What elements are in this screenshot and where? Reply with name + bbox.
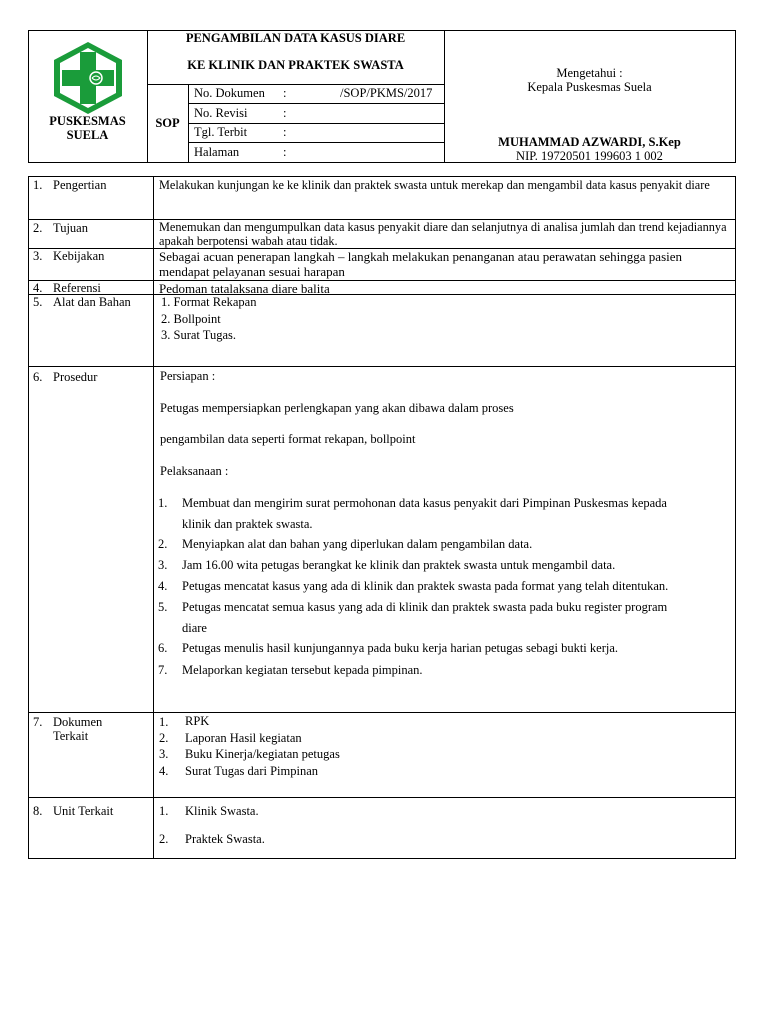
list-number: 4. [159, 764, 169, 778]
pelaksanaan-title: Pelaksanaan : [160, 464, 229, 478]
section-label-referensi: Referensi [53, 281, 101, 295]
step-text: diare [182, 621, 207, 635]
step-text: Jam 16.00 wita petugas berangkat ke klinik dan praktek swasta untuk mengambil data. [182, 558, 616, 572]
persiapan-line: pengambilan data seperti format rekapan, bollpoint [160, 432, 416, 446]
step-number: 6. [158, 641, 168, 655]
doc-type-label: SOP [155, 116, 180, 130]
section-text-referensi: Pedoman tatalaksana diare balita [159, 281, 330, 296]
meta-label-no-dokumen: No. Dokumen [194, 86, 265, 100]
list-item: Surat Tugas dari Pimpinan [185, 764, 318, 778]
list-number: 1. [159, 715, 169, 729]
step-text: Membuat dan mengirim surat permohonan data kasus penyakit dari Pimpinan Puskesmas kepada [182, 496, 667, 510]
meta-value-no-dokumen: /SOP/PKMS/2017 [340, 86, 433, 100]
section-label-unit-terkait: Unit Terkait [53, 804, 114, 818]
step-text: Petugas mencatat kasus yang ada di klinik dan praktek swasta pada format yang telah ditentukan. [182, 579, 669, 593]
list-item: Laporan Hasil kegiatan [185, 731, 302, 745]
meta-sep: : [283, 106, 287, 120]
list-item: 1. Format Rekapan [161, 295, 257, 309]
section-number: 2. [33, 221, 43, 235]
section-label-tujuan: Tujuan [53, 221, 88, 235]
org-name-line2: SUELA [66, 128, 109, 142]
section-number: 3. [33, 249, 43, 263]
list-item: RPK [185, 714, 210, 728]
list-number: 3. [159, 747, 169, 761]
step-number: 7. [158, 663, 168, 677]
step-text: Melaporkan kegiatan tersebut kepada pimpinan. [182, 663, 423, 677]
section-label-terkait: Terkait [53, 729, 89, 743]
meta-label-halaman: Halaman [194, 145, 240, 159]
section-number: 8. [33, 804, 43, 818]
meta-label-tgl-terbit: Tgl. Terbit [194, 125, 248, 139]
meta-label-no-revisi: No. Revisi [194, 106, 248, 120]
list-item: Buku Kinerja/kegiatan petugas [185, 747, 340, 761]
section-number: 5. [33, 295, 43, 309]
meta-sep: : [283, 145, 287, 159]
step-text: Petugas mencatat semua kasus yang ada di klinik dan praktek swasta pada buku register program [182, 600, 668, 614]
section-number: 4. [33, 281, 43, 295]
approval-role: Kepala Puskesmas Suela [527, 80, 652, 94]
document-title-line1: PENGAMBILAN DATA KASUS DIARE [185, 31, 406, 45]
list-number: 1. [159, 804, 169, 818]
list-number: 2. [159, 832, 169, 846]
step-number: 1. [158, 496, 168, 510]
puskesmas-logo-icon [50, 40, 126, 116]
meta-sep: : [283, 86, 287, 100]
list-number: 2. [159, 731, 169, 745]
persiapan-title: Persiapan : [160, 369, 216, 383]
step-number: 3. [158, 558, 168, 572]
section-text-pengertian: Melakukan kunjungan ke ke klinik dan praktek swasta untuk merekap dan mengambil data kasus penyakit diare [159, 178, 710, 192]
meta-sep: : [283, 125, 287, 139]
step-text: klinik dan praktek swasta. [182, 517, 313, 531]
section-label-prosedur: Prosedur [53, 370, 98, 384]
section-text-kebijakan: Sebagai acuan penerapan langkah – langkah melakukan penanganan atau perawatan sehingga pasien mendapat pelayanan sesuai harapan [159, 249, 683, 279]
section-text-tujuan: Menemukan dan mengumpulkan data kasus penyakit diare dan selanjutnya di analisa jumlah dan trend kejadiannya apakah berpotensi wabah atau tidak. [159, 220, 727, 248]
approver-nip: NIP. 19720501 199603 1 002 [516, 149, 663, 163]
section-label-kebijakan: Kebijakan [53, 249, 105, 263]
document-title-line2: KE KLINIK DAN PRAKTEK SWASTA [187, 58, 404, 72]
section-number: 1. [33, 178, 43, 192]
step-text: Petugas menulis hasil kunjungannya pada buku kerja harian petugas sebagi bukti kerja. [182, 641, 618, 655]
section-label-pengertian: Pengertian [53, 178, 107, 192]
list-item: Praktek Swasta. [185, 832, 265, 846]
section-label-dokumen: Dokumen [53, 715, 103, 729]
step-number: 2. [158, 537, 168, 551]
approver-name: MUHAMMAD AZWARDI, S.Kep [498, 135, 681, 149]
persiapan-line: Petugas mempersiapkan perlengkapan yang akan dibawa dalam proses [160, 401, 514, 415]
org-name-line1: PUSKESMAS [49, 114, 126, 128]
step-number: 5. [158, 600, 168, 614]
section-label-alat-dan-bahan: Alat dan Bahan [53, 295, 131, 309]
section-number: 6. [33, 370, 43, 384]
approval-label: Mengetahui : [556, 66, 623, 80]
step-number: 4. [158, 579, 168, 593]
section-number: 7. [33, 715, 43, 729]
list-item: Klinik Swasta. [185, 804, 259, 818]
list-item: 2. Bollpoint [161, 312, 221, 326]
list-item: 3. Surat Tugas. [161, 328, 237, 342]
step-text: Menyiapkan alat dan bahan yang diperlukan dalam pengambilan data. [182, 537, 533, 551]
